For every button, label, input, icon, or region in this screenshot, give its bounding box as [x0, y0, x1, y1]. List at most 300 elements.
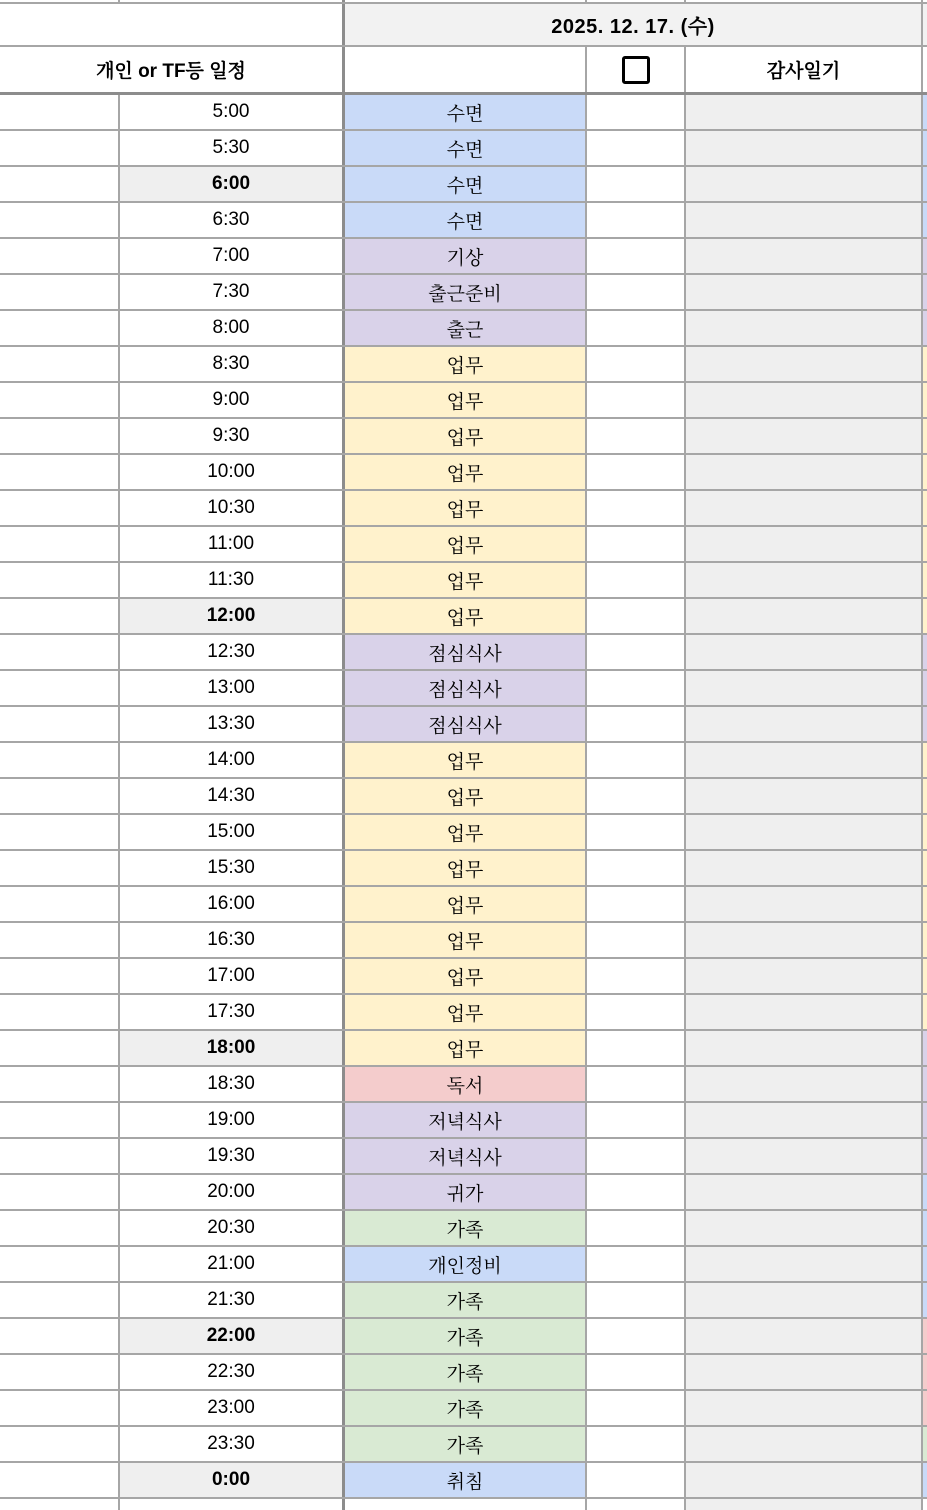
schedule-row [0, 1463, 927, 1499]
schedule-row [0, 455, 927, 491]
diary-cell[interactable] [686, 167, 923, 201]
check-cell[interactable] [587, 383, 686, 417]
schedule-row [0, 599, 927, 635]
check-cell[interactable] [587, 1355, 686, 1389]
activity-cell[interactable] [345, 131, 587, 165]
diary-header-cell[interactable] [686, 47, 923, 92]
schedule-row [0, 1103, 927, 1139]
next-day-sliver-cell [923, 1427, 927, 1461]
activity-label: 가족 [446, 1399, 484, 1421]
date-label: 2025. 12. 17. (수) [551, 16, 715, 38]
time-cell[interactable] [120, 743, 345, 777]
check-cell[interactable] [587, 1391, 686, 1425]
time-label: 12:30 [207, 641, 255, 662]
activity-cell[interactable] [345, 455, 587, 489]
activity-cell[interactable] [345, 851, 587, 885]
margin-cell[interactable] [0, 1427, 120, 1461]
activity-cell[interactable] [345, 1103, 587, 1137]
schedule-row [0, 383, 927, 419]
time-cell[interactable] [120, 1067, 345, 1101]
activity-label: 독서 [446, 1075, 484, 1097]
next-day-sliver-cell [923, 635, 927, 669]
activity-label: 업무 [446, 463, 484, 485]
check-cell[interactable] [587, 167, 686, 201]
time-cell[interactable] [120, 599, 345, 633]
time-label: 18:30 [207, 1073, 255, 1094]
time-label: 13:00 [207, 677, 255, 698]
next-day-sliver-cell [923, 923, 927, 957]
margin-cell[interactable] [0, 959, 120, 993]
margin-cell[interactable] [0, 923, 120, 957]
activity-cell[interactable] [345, 671, 587, 705]
activity-cell[interactable] [345, 1319, 587, 1353]
activity-cell[interactable] [345, 527, 587, 561]
margin-cell[interactable] [0, 995, 120, 1029]
margin-cell[interactable] [0, 1067, 120, 1101]
activity-cell[interactable] [345, 1283, 587, 1317]
margin-cell[interactable] [0, 275, 120, 309]
check-cell[interactable] [587, 635, 686, 669]
time-label: 21:30 [207, 1289, 255, 1310]
activity-cell[interactable] [345, 1139, 587, 1173]
time-cell[interactable] [120, 707, 345, 741]
diary-cell[interactable] [686, 887, 923, 921]
time-label: 0:00 [211, 1469, 251, 1490]
next-day-sliver-cell [923, 995, 927, 1029]
next-day-sliver-cell [923, 347, 927, 381]
schedule-rows [0, 95, 927, 1499]
diary-cell[interactable] [686, 419, 923, 453]
time-cell[interactable] [120, 1391, 345, 1425]
activity-cell[interactable] [345, 347, 587, 381]
time-label: 6:30 [212, 209, 250, 230]
time-cell[interactable] [120, 275, 345, 309]
diary-cell[interactable] [686, 1067, 923, 1101]
activity-cell[interactable] [345, 1427, 587, 1461]
time-cell[interactable] [120, 1355, 345, 1389]
time-label: 6:00 [211, 173, 251, 194]
next-day-sliver-cell [923, 47, 927, 92]
diary-cell[interactable] [686, 347, 923, 381]
diary-cell[interactable] [686, 815, 923, 849]
time-cell[interactable] [120, 887, 345, 921]
activity-cell[interactable] [345, 923, 587, 957]
schedule-row [0, 527, 927, 563]
time-cell[interactable] [120, 419, 345, 453]
diary-cell[interactable] [686, 995, 923, 1029]
time-cell[interactable] [120, 455, 345, 489]
margin-cell[interactable] [0, 1031, 120, 1065]
diary-cell[interactable] [686, 779, 923, 813]
margin-cell[interactable] [0, 383, 120, 417]
diary-cell[interactable] [686, 1319, 923, 1353]
check-cell[interactable] [587, 1427, 686, 1461]
margin-cell[interactable] [0, 599, 120, 633]
time-cell[interactable] [120, 923, 345, 957]
time-cell[interactable] [120, 671, 345, 705]
check-cell[interactable] [587, 887, 686, 921]
margin-cell[interactable] [0, 167, 120, 201]
time-label: 16:30 [207, 929, 255, 950]
time-label: 10:30 [207, 497, 255, 518]
schedule-row [0, 1211, 927, 1247]
activity-cell[interactable] [345, 419, 587, 453]
check-cell[interactable] [587, 599, 686, 633]
activity-label: 점심식사 [428, 643, 502, 665]
margin-cell[interactable] [0, 419, 120, 453]
activity-cell[interactable] [345, 383, 587, 417]
check-cell[interactable] [587, 527, 686, 561]
activity-cell[interactable] [345, 995, 587, 1029]
time-label: 16:00 [207, 893, 255, 914]
diary-header-label: 감사일기 [766, 61, 841, 82]
diary-cell[interactable] [686, 239, 923, 273]
margin-cell[interactable] [0, 1211, 120, 1245]
check-cell[interactable] [587, 1031, 686, 1065]
schedule-row [0, 491, 927, 527]
time-label: 20:00 [207, 1181, 255, 1202]
time-cell[interactable] [120, 167, 345, 201]
time-label: 7:30 [212, 281, 250, 302]
diary-cell[interactable] [686, 1391, 923, 1425]
schedule-row [0, 1139, 927, 1175]
activity-cell[interactable] [345, 1355, 587, 1389]
check-cell[interactable] [587, 1175, 686, 1209]
schedule-row [0, 1247, 927, 1283]
diary-cell[interactable] [686, 743, 923, 777]
next-day-sliver-cell [923, 671, 927, 705]
time-label: 17:00 [207, 965, 255, 986]
diary-cell[interactable] [686, 635, 923, 669]
activity-label: 점심식사 [428, 679, 502, 701]
activity-label: 가족 [446, 1363, 484, 1385]
check-cell[interactable] [587, 1103, 686, 1137]
margin-cell[interactable] [0, 887, 120, 921]
schedule-row [0, 779, 927, 815]
activity-label: 업무 [446, 571, 484, 593]
diary-cell[interactable] [686, 959, 923, 993]
next-day-sliver-cell [923, 707, 927, 741]
check-cell[interactable] [587, 95, 686, 129]
time-label: 20:30 [207, 1217, 255, 1238]
time-cell[interactable] [120, 995, 345, 1029]
check-cell[interactable] [587, 851, 686, 885]
activity-cell[interactable] [345, 563, 587, 597]
check-cell[interactable] [587, 491, 686, 525]
margin-cell[interactable] [0, 671, 120, 705]
activity-label: 업무 [446, 391, 484, 413]
activity-label: 가족 [446, 1219, 484, 1241]
margin-cell[interactable] [0, 707, 120, 741]
diary-cell[interactable] [686, 383, 923, 417]
schedule-row [0, 95, 927, 131]
time-cell[interactable] [120, 815, 345, 849]
time-cell[interactable] [120, 1139, 345, 1173]
time-label: 9:30 [212, 425, 250, 446]
diary-cell[interactable] [686, 275, 923, 309]
diary-cell[interactable] [686, 707, 923, 741]
check-cell[interactable] [587, 1247, 686, 1281]
check-header-cell[interactable] [587, 47, 686, 92]
activity-cell[interactable] [345, 1031, 587, 1065]
activity-cell[interactable] [345, 1499, 587, 1510]
time-cell[interactable] [120, 131, 345, 165]
margin-cell[interactable] [0, 1103, 120, 1137]
time-cell[interactable] [120, 1463, 345, 1497]
check-cell[interactable] [587, 1211, 686, 1245]
next-day-sliver-cell [923, 1067, 927, 1101]
next-day-sliver-cell [923, 1139, 927, 1173]
check-cell[interactable] [587, 743, 686, 777]
check-cell[interactable] [587, 1139, 686, 1173]
diary-cell[interactable] [686, 671, 923, 705]
diary-cell[interactable] [686, 1103, 923, 1137]
activity-cell[interactable] [345, 1067, 587, 1101]
time-label: 14:00 [207, 749, 255, 770]
schedule-row [0, 851, 927, 887]
margin-cell[interactable] [0, 1283, 120, 1317]
activity-cell[interactable] [345, 743, 587, 777]
activity-label: 업무 [446, 859, 484, 881]
activity-label: 출근 [446, 319, 484, 341]
check-cell[interactable] [587, 131, 686, 165]
diary-cell[interactable] [686, 1283, 923, 1317]
diary-cell[interactable] [686, 1031, 923, 1065]
check-cell[interactable] [587, 419, 686, 453]
check-cell[interactable] [587, 815, 686, 849]
activity-label: 수면 [446, 103, 484, 125]
diary-cell[interactable] [686, 923, 923, 957]
check-cell[interactable] [587, 1067, 686, 1101]
activity-label: 개인정비 [428, 1255, 502, 1277]
margin-cell[interactable] [0, 1499, 120, 1510]
check-cell[interactable] [587, 239, 686, 273]
activity-cell[interactable] [345, 1391, 587, 1425]
margin-cell[interactable] [0, 1355, 120, 1389]
time-cell[interactable] [120, 563, 345, 597]
time-cell[interactable] [120, 527, 345, 561]
activity-cell[interactable] [345, 491, 587, 525]
margin-cell[interactable] [0, 1175, 120, 1209]
margin-cell[interactable] [0, 455, 120, 489]
diary-cell[interactable] [686, 851, 923, 885]
time-cell[interactable] [120, 1499, 345, 1510]
check-cell[interactable] [587, 455, 686, 489]
margin-cell[interactable] [0, 95, 120, 129]
margin-cell[interactable] [0, 131, 120, 165]
check-cell[interactable] [587, 671, 686, 705]
next-day-sliver-cell [923, 959, 927, 993]
check-cell[interactable] [587, 707, 686, 741]
activity-cell[interactable] [345, 707, 587, 741]
activity-cell[interactable] [345, 1175, 587, 1209]
check-cell[interactable] [587, 995, 686, 1029]
time-cell[interactable] [120, 1031, 345, 1065]
activity-label: 수면 [446, 211, 484, 233]
margin-cell[interactable] [0, 1247, 120, 1281]
next-day-sliver-cell [923, 275, 927, 309]
diary-cell[interactable] [686, 599, 923, 633]
diary-cell[interactable] [686, 1355, 923, 1389]
diary-cell[interactable] [686, 95, 923, 129]
next-day-sliver-cell [923, 1283, 927, 1317]
margin-cell[interactable] [0, 563, 120, 597]
diary-cell[interactable] [686, 1427, 923, 1461]
next-day-sliver-cell [923, 1211, 927, 1245]
next-day-sliver-cell [923, 1463, 927, 1497]
diary-cell[interactable] [686, 455, 923, 489]
diary-cell[interactable] [686, 1463, 923, 1497]
diary-cell[interactable] [686, 527, 923, 561]
schedule-row [0, 1067, 927, 1103]
time-cell[interactable] [120, 311, 345, 345]
check-cell[interactable] [587, 1463, 686, 1497]
time-cell[interactable] [120, 1175, 345, 1209]
margin-cell[interactable] [0, 635, 120, 669]
time-cell[interactable] [120, 203, 345, 237]
activity-label: 업무 [446, 499, 484, 521]
time-cell[interactable] [120, 1211, 345, 1245]
sliver-cell [587, 0, 686, 2]
schedule-row [0, 1175, 927, 1211]
activity-cell[interactable] [345, 815, 587, 849]
time-label: 11:00 [207, 533, 255, 554]
activity-cell[interactable] [345, 203, 587, 237]
diary-cell[interactable] [686, 1499, 923, 1510]
next-day-sliver-cell [923, 815, 927, 849]
time-cell[interactable] [120, 779, 345, 813]
time-cell[interactable] [120, 959, 345, 993]
margin-cell[interactable] [0, 1319, 120, 1353]
time-cell[interactable] [120, 635, 345, 669]
time-label: 10:00 [207, 461, 255, 482]
margin-cell[interactable] [0, 1463, 120, 1497]
activity-cell[interactable] [345, 95, 587, 129]
diary-cell[interactable] [686, 311, 923, 345]
schedule-row [0, 671, 927, 707]
time-cell[interactable] [120, 1247, 345, 1281]
margin-cell[interactable] [0, 743, 120, 777]
activity-label: 업무 [446, 751, 484, 773]
section-title-cell[interactable] [0, 47, 345, 92]
check-cell[interactable] [587, 1319, 686, 1353]
time-cell[interactable] [120, 491, 345, 525]
time-cell[interactable] [120, 1103, 345, 1137]
time-cell[interactable] [120, 1319, 345, 1353]
time-cell[interactable] [120, 347, 345, 381]
activity-cell[interactable] [345, 635, 587, 669]
margin-cell[interactable] [0, 347, 120, 381]
activity-label: 가족 [446, 1435, 484, 1457]
time-label: 22:00 [206, 1325, 256, 1346]
check-cell[interactable] [587, 563, 686, 597]
margin-cell[interactable] [0, 1391, 120, 1425]
time-cell[interactable] [120, 851, 345, 885]
checkbox-icon[interactable] [622, 56, 650, 84]
date-cell[interactable] [345, 4, 923, 45]
check-cell[interactable] [587, 275, 686, 309]
next-day-sliver-cell [923, 419, 927, 453]
activity-cell[interactable] [345, 311, 587, 345]
diary-cell[interactable] [686, 131, 923, 165]
activity-cell[interactable] [345, 1247, 587, 1281]
diary-cell[interactable] [686, 1175, 923, 1209]
schedule-row [0, 1427, 927, 1463]
time-cell[interactable] [120, 239, 345, 273]
empty-header-cell[interactable] [0, 4, 345, 45]
activity-cell[interactable] [345, 1211, 587, 1245]
margin-cell[interactable] [0, 1139, 120, 1173]
time-cell[interactable] [120, 383, 345, 417]
margin-cell[interactable] [0, 239, 120, 273]
schedule-row [0, 1283, 927, 1319]
margin-cell[interactable] [0, 851, 120, 885]
activity-cell[interactable] [345, 887, 587, 921]
margin-cell[interactable] [0, 203, 120, 237]
margin-cell[interactable] [0, 527, 120, 561]
next-day-sliver-cell [923, 131, 927, 165]
activity-label: 가족 [446, 1291, 484, 1313]
diary-cell[interactable] [686, 1247, 923, 1281]
next-day-sliver-cell [923, 1103, 927, 1137]
activity-cell[interactable] [345, 599, 587, 633]
next-day-sliver-cell [923, 311, 927, 345]
activity-cell[interactable] [345, 167, 587, 201]
schedule-row [0, 707, 927, 743]
margin-cell[interactable] [0, 779, 120, 813]
next-day-sliver-cell [923, 239, 927, 273]
check-cell[interactable] [587, 959, 686, 993]
time-cell[interactable] [120, 1427, 345, 1461]
check-cell[interactable] [587, 203, 686, 237]
time-label: 21:00 [207, 1253, 255, 1274]
diary-cell[interactable] [686, 1211, 923, 1245]
activity-cell[interactable] [345, 959, 587, 993]
time-cell[interactable] [120, 95, 345, 129]
diary-cell[interactable] [686, 491, 923, 525]
margin-cell[interactable] [0, 815, 120, 849]
next-day-sliver-cell [923, 455, 927, 489]
activity-label: 업무 [446, 895, 484, 917]
activity-cell[interactable] [345, 275, 587, 309]
check-cell[interactable] [587, 779, 686, 813]
activity-label: 업무 [446, 1039, 484, 1061]
next-day-sliver-cell [923, 563, 927, 597]
next-day-sliver-cell [923, 4, 927, 45]
check-cell[interactable] [587, 347, 686, 381]
diary-cell[interactable] [686, 203, 923, 237]
time-cell[interactable] [120, 1283, 345, 1317]
check-cell[interactable] [587, 1283, 686, 1317]
activity-cell[interactable] [345, 1463, 587, 1497]
time-label: 8:00 [212, 317, 250, 338]
schedule-row [0, 167, 927, 203]
section-title: 개인 or TF등 일정 [96, 61, 246, 82]
check-cell[interactable] [587, 923, 686, 957]
date-header-row [0, 4, 927, 47]
activity-cell[interactable] [345, 779, 587, 813]
margin-cell[interactable] [0, 491, 120, 525]
diary-cell[interactable] [686, 1139, 923, 1173]
activity-cell[interactable] [345, 239, 587, 273]
check-cell[interactable] [587, 1499, 686, 1510]
activity-label: 업무 [446, 787, 484, 809]
diary-cell[interactable] [686, 563, 923, 597]
time-label: 9:00 [212, 389, 250, 410]
check-cell[interactable] [587, 311, 686, 345]
margin-cell[interactable] [0, 311, 120, 345]
activity-header-cell[interactable] [345, 47, 587, 92]
